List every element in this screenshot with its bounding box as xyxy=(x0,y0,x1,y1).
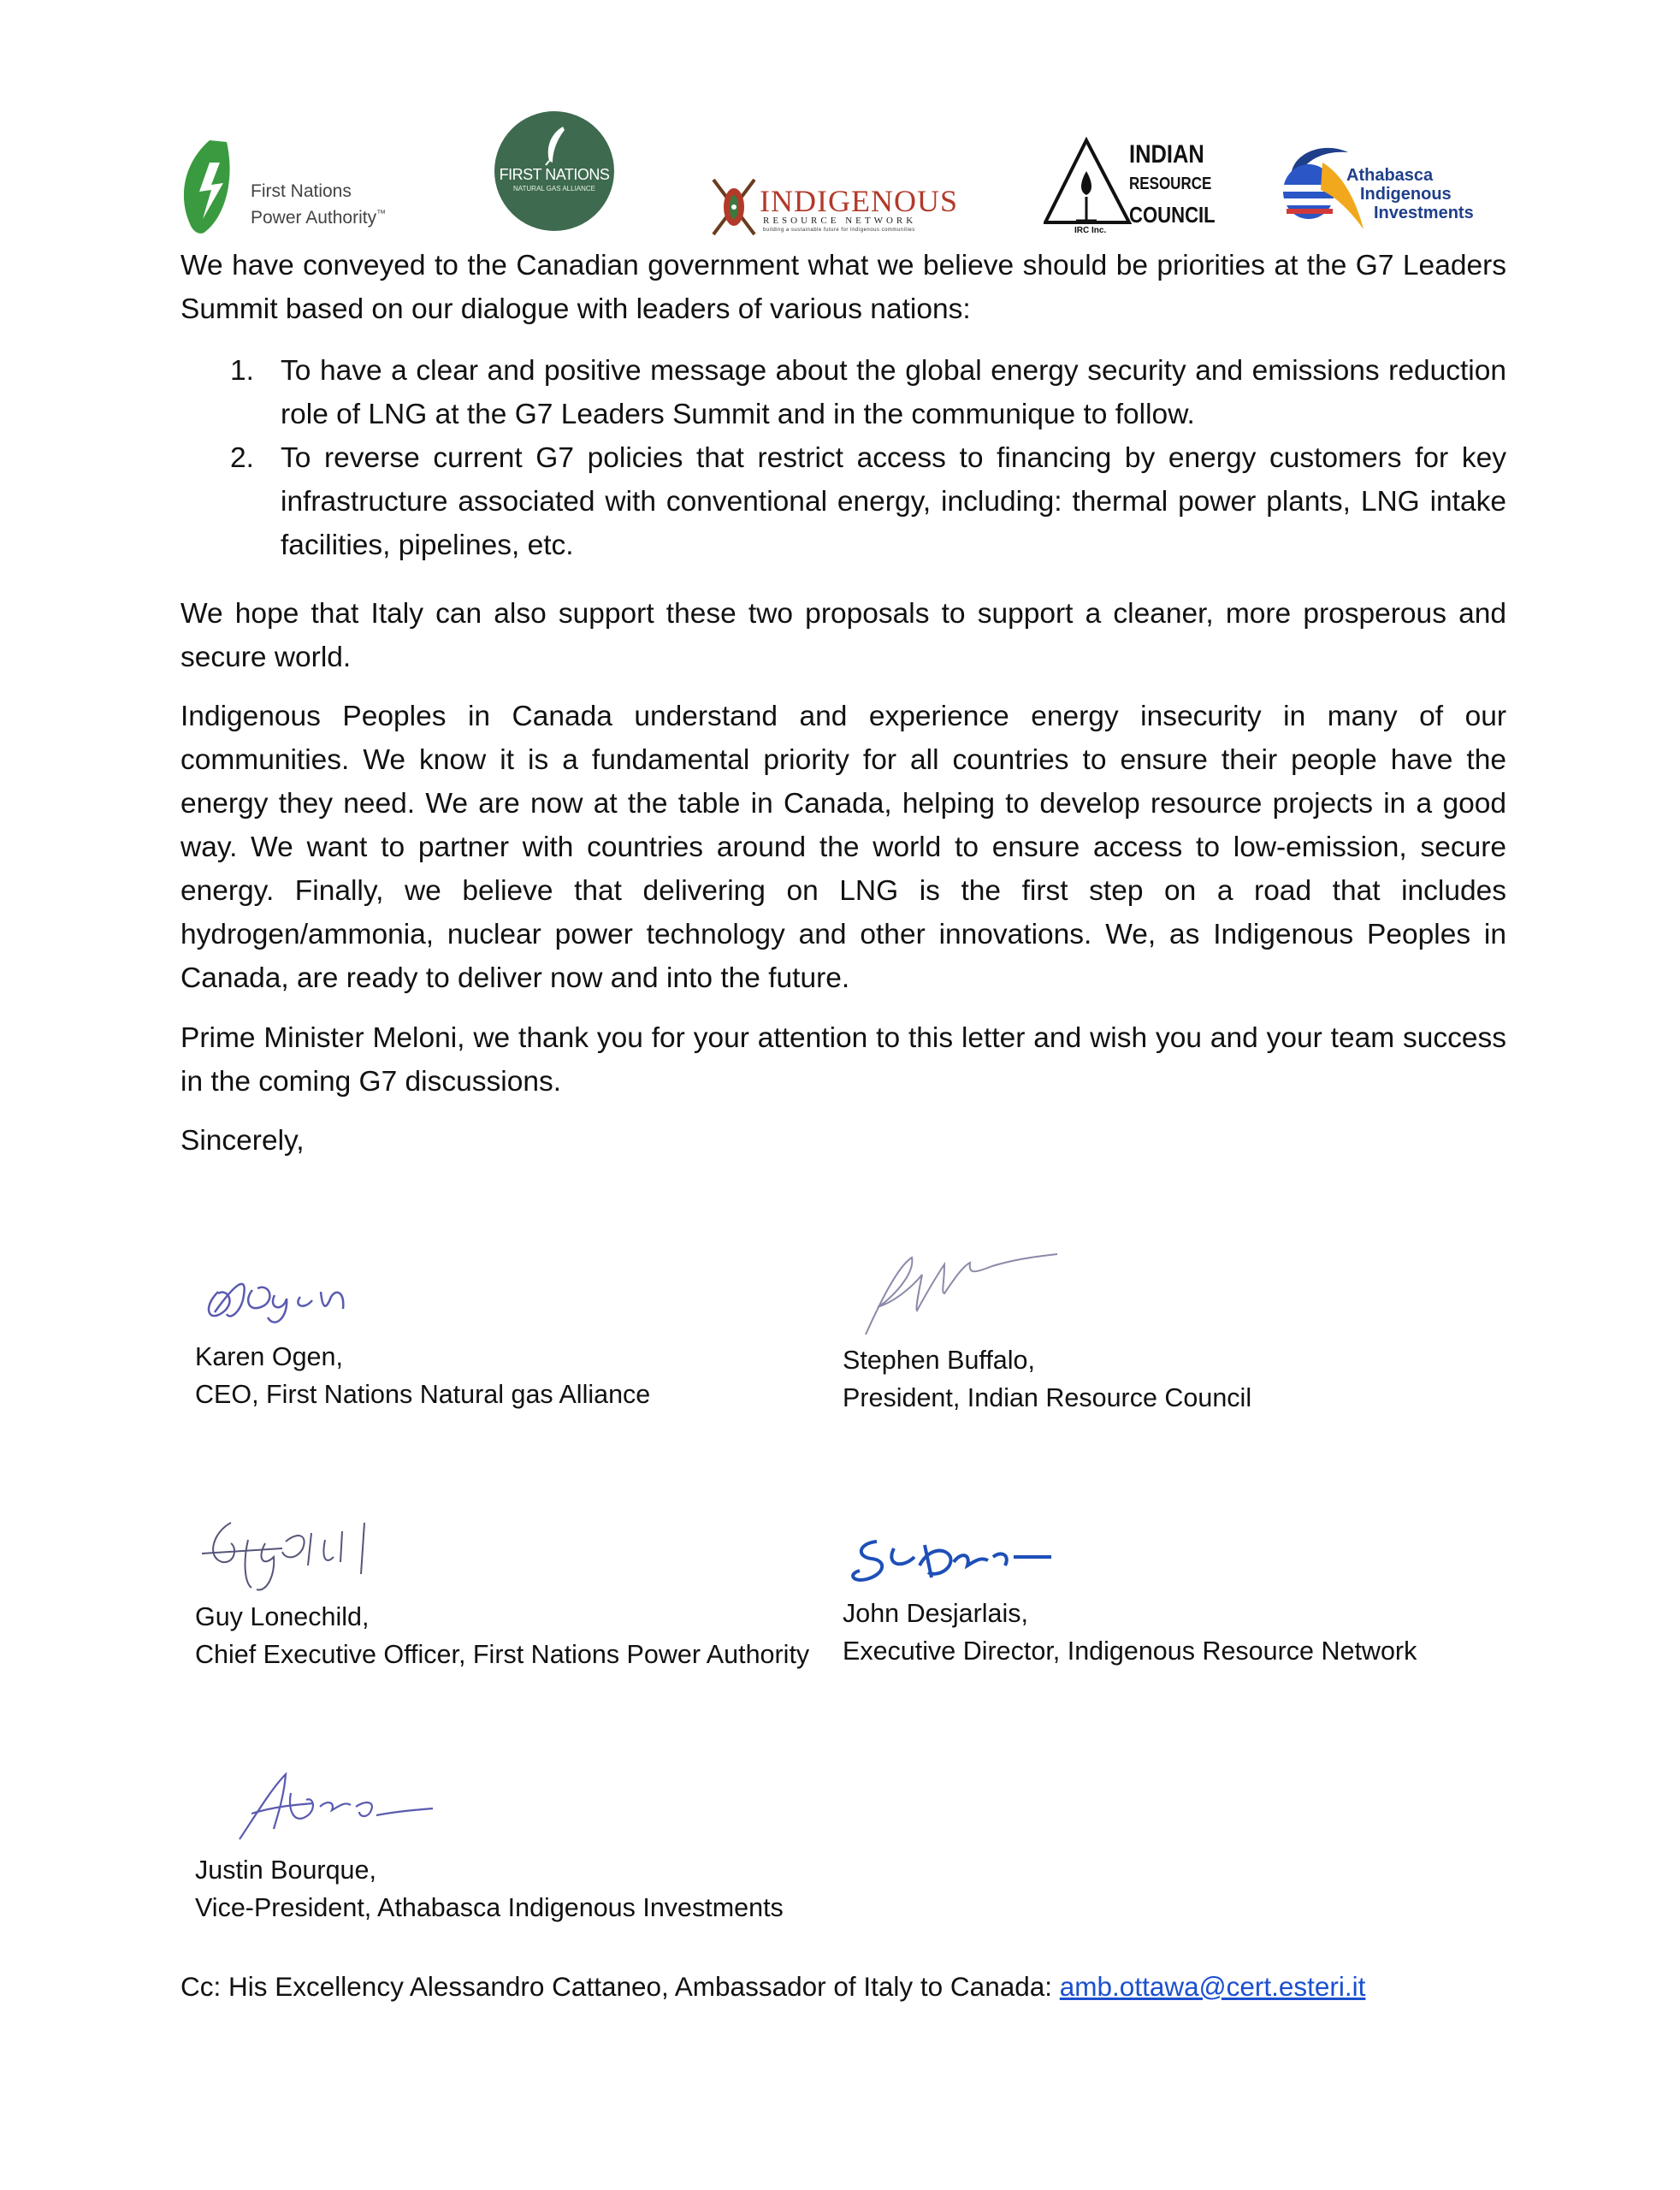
logo-fnnga-line2: NATURAL GAS ALLIANCE xyxy=(512,185,596,192)
priority-number: 1. xyxy=(230,355,254,387)
priority-text: To reverse current G7 policies that restrict access to financing by energy customers for key infrastructure associated with conventional energy, including: thermal power plants, LNG intake facilities, pipelines, etc. xyxy=(281,442,1506,561)
signature-guy-lonechild xyxy=(197,1514,385,1600)
logo-aii-line2: Indigenous xyxy=(1360,185,1452,204)
signatory-title: Chief Executive Officer, First Nations Power Authority xyxy=(195,1640,810,1669)
signatory-name: Stephen Buffalo, xyxy=(843,1346,1035,1375)
italy-paragraph: We hope that Italy can also support these two proposals to support a cleaner, more prosperous and secure world. xyxy=(180,598,1506,673)
priority-text: To have a clear and positive message about the global energy security and emissions reduction role of LNG at the G7 Leaders Summit and in the communique to follow. xyxy=(281,355,1506,430)
signatory-block-guy-lonechild xyxy=(195,1598,811,1673)
oil-derrick-triangle-icon xyxy=(1044,137,1138,240)
signature-justin-bourque xyxy=(231,1762,436,1848)
signatory-title: Vice-President, Athabasca Indigenous Investments xyxy=(195,1893,784,1922)
leaf-lightning-icon xyxy=(175,137,252,240)
logo-indigenous-resource-network xyxy=(708,171,965,240)
logo-irn-line1: INDIGENOUS xyxy=(760,184,958,218)
signature-stephen-buffalo xyxy=(855,1240,1061,1343)
signatory-name: Justin Bourque, xyxy=(195,1856,376,1885)
logo-irc-line1: INDIAN xyxy=(1129,140,1204,169)
logo-first-nations-power-authority xyxy=(175,137,415,240)
logo-aii-line3: Investments xyxy=(1374,204,1474,222)
logo-irc-line2: RESOURCE xyxy=(1129,175,1212,193)
indigenous-paragraph: Indigenous Peoples in Canada understand and experience energy insecurity in many of our communities. We know it is a fundamental priority for all countries to ensure their people have the energy they need. We are now at the table in Canada, helping to develop resource projects in a good way. We want to partner with countries around the world to ensure access to low-emission, secure energy. Finally, we believe that delivering on LNG is the first step on a road that includes hydrogen/ammonia, nuclear power technology and other innovations. We, as Indigenous Peoples in Canada, are ready to deliver now and into the future. xyxy=(180,701,1506,994)
logo-fnpa-line1: First Nations xyxy=(251,181,352,201)
priority-item xyxy=(180,349,1506,436)
logo-irc-line4: IRC Inc. xyxy=(1074,226,1107,235)
logo-fnnga-line1: FIRST NATIONS xyxy=(499,166,610,183)
logo-athabasca-indigenous-investments xyxy=(1275,137,1505,240)
logo-irc-line3: COUNCIL xyxy=(1129,202,1216,228)
intro-paragraph: We have conveyed to the Canadian government what we believe should be priorities at the G7 Leaders Summit based on our dialogue with leaders of various nations: xyxy=(180,250,1506,325)
signatory-name: John Desjarlais, xyxy=(843,1599,1028,1628)
priority-item xyxy=(180,436,1506,567)
signatory-block-john-desjarlais xyxy=(843,1595,1493,1670)
thanks-paragraph: Prime Minister Meloni, we thank you for your attention to this letter and wish you and your team success in the coming G7 discussions. xyxy=(180,1022,1506,1098)
logo-aii-line1: Athabasca xyxy=(1346,166,1434,185)
signatory-title: CEO, First Nations Natural gas Alliance xyxy=(195,1380,651,1409)
crossed-paddles-icon xyxy=(708,171,760,240)
cc-line xyxy=(180,1968,1365,2005)
globe-swirl-icon xyxy=(1275,137,1369,240)
cc-email-link[interactable]: amb.ottawa@cert.esteri.it xyxy=(1059,1971,1366,2002)
logo-fnpa-tm: ™ xyxy=(376,209,387,219)
signature-karen-ogen xyxy=(192,1258,372,1335)
signatory-title: President, Indian Resource Council xyxy=(843,1383,1252,1412)
signatory-name: Guy Lonechild, xyxy=(195,1602,370,1631)
signatory-title: Executive Director, Indigenous Resource Network xyxy=(843,1637,1417,1666)
closing-line: Sincerely, xyxy=(180,1125,305,1157)
signatory-name: Karen Ogen, xyxy=(195,1342,343,1371)
signatory-block-stephen-buffalo xyxy=(843,1341,1458,1417)
logo-first-nations-natural-gas-alliance xyxy=(494,111,614,231)
signatory-block-justin-bourque xyxy=(195,1851,811,1927)
priority-number: 2. xyxy=(230,442,254,474)
logo-irn-line2: RESOURCE NETWORK xyxy=(763,216,917,226)
priorities-list xyxy=(180,349,1506,567)
feather-icon xyxy=(542,125,568,166)
signature-john-desjarlais xyxy=(843,1531,1056,1591)
logo-irn-line3: building a sustainable future for Indigenous communities xyxy=(763,228,915,233)
logo-fnpa-line2: Power Authority xyxy=(251,208,377,228)
logo-indian-resource-council xyxy=(1044,137,1232,240)
signatory-block-karen-ogen xyxy=(195,1338,725,1413)
cc-text: Cc: His Excellency Alessandro Cattaneo, Ambassador of Italy to Canada: xyxy=(180,1971,1060,2002)
